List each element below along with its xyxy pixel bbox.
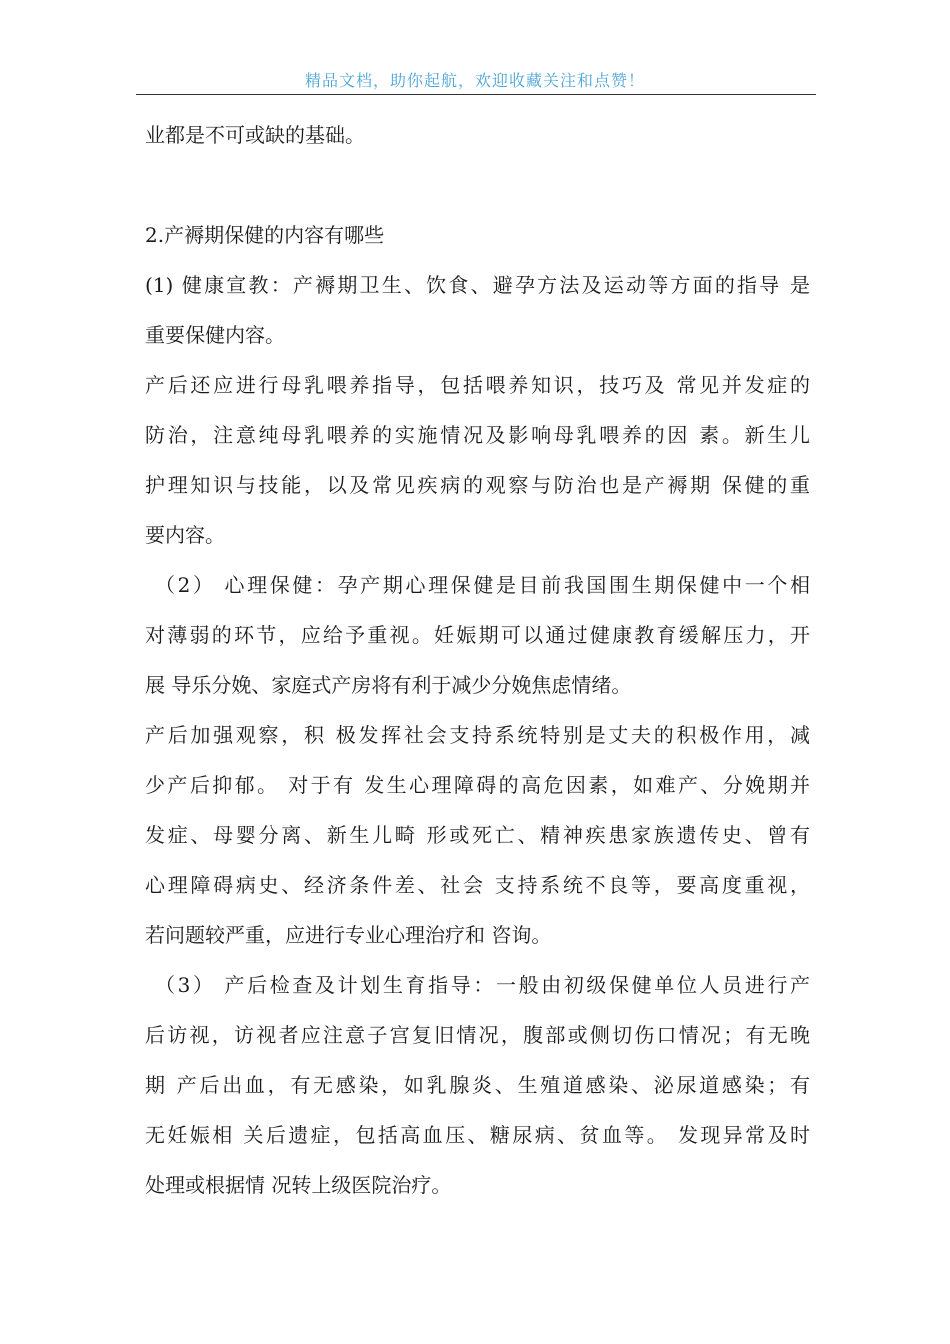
- paragraph-line: 处理或根据情 况转上级医院治疗。: [145, 1173, 452, 1197]
- document-body: [145, 110, 810, 1210]
- page-header: 精品文档，助你起航，欢迎收藏关注和点赞！: [304, 71, 645, 90]
- paragraph-line: 若问题较严重，应进行专业心理治疗和 咨询。: [145, 923, 552, 947]
- paragraph-line: 重要保健内容。: [145, 323, 285, 347]
- paragraph-line: 后访视，访视者应注意子宫复旧情况，腹部或侧切伤口情况；有无晚: [145, 1023, 810, 1047]
- paragraph-line: 期 产后出血，有无感染，如乳腺炎、生殖道感染、泌尿道感染；有: [145, 1073, 810, 1097]
- paragraph-line: 业都是不可或缺的基础。: [145, 123, 365, 147]
- paragraph-line: 要内容。: [145, 523, 225, 547]
- section-heading: 2.产褥期保健的内容有哪些: [145, 223, 385, 247]
- paragraph-line: 无妊娠相 关后遗症，包括高血压、糖尿病、贫血等。 发现异常及时: [145, 1123, 810, 1147]
- paragraph-line: 防治，注意纯母乳喂养的实施情况及影响母乳喂养的因 素。新生儿: [145, 423, 810, 447]
- paragraph-line: （2） 心理保健：孕产期心理保健是目前我国围生期保健中一个相: [155, 573, 810, 597]
- paragraph-line: 心理障碍病史、经济条件差、社会 支持系统不良等，要高度重视，: [145, 873, 810, 897]
- paragraph-line: 对薄弱的环节，应给予重视。妊娠期可以通过健康教育缓解压力，开: [145, 623, 810, 647]
- paragraph-line: （3） 产后检查及计划生育指导：一般由初级保健单位人员进行产: [155, 973, 810, 997]
- paragraph-line: 展 导乐分娩、家庭式产房将有利于减少分娩焦虑情绪。: [145, 673, 632, 697]
- paragraph-line: 护理知识与技能，以及常见疾病的观察与防治也是产褥期 保健的重: [145, 473, 810, 497]
- header-divider: [136, 94, 816, 95]
- paragraph-line: (1) 健康宣教：产褥期卫生、饮食、避孕方法及运动等方面的指导 是: [145, 273, 810, 297]
- paragraph-line: 产后加强观察，积 极发挥社会支持系统特别是丈夫的积极作用，减: [145, 723, 810, 747]
- paragraph-line: 发症、母婴分离、新生儿畸 形或死亡、精神疾患家族遗传史、曾有: [145, 823, 810, 847]
- paragraph-gap: [145, 160, 810, 210]
- paragraph-line: 产后还应进行母乳喂养指导，包括喂养知识，技巧及 常见并发症的: [145, 373, 810, 397]
- paragraph-line: 少产后抑郁。 对于有 发生心理障碍的高危因素，如难产、分娩期并: [145, 773, 810, 797]
